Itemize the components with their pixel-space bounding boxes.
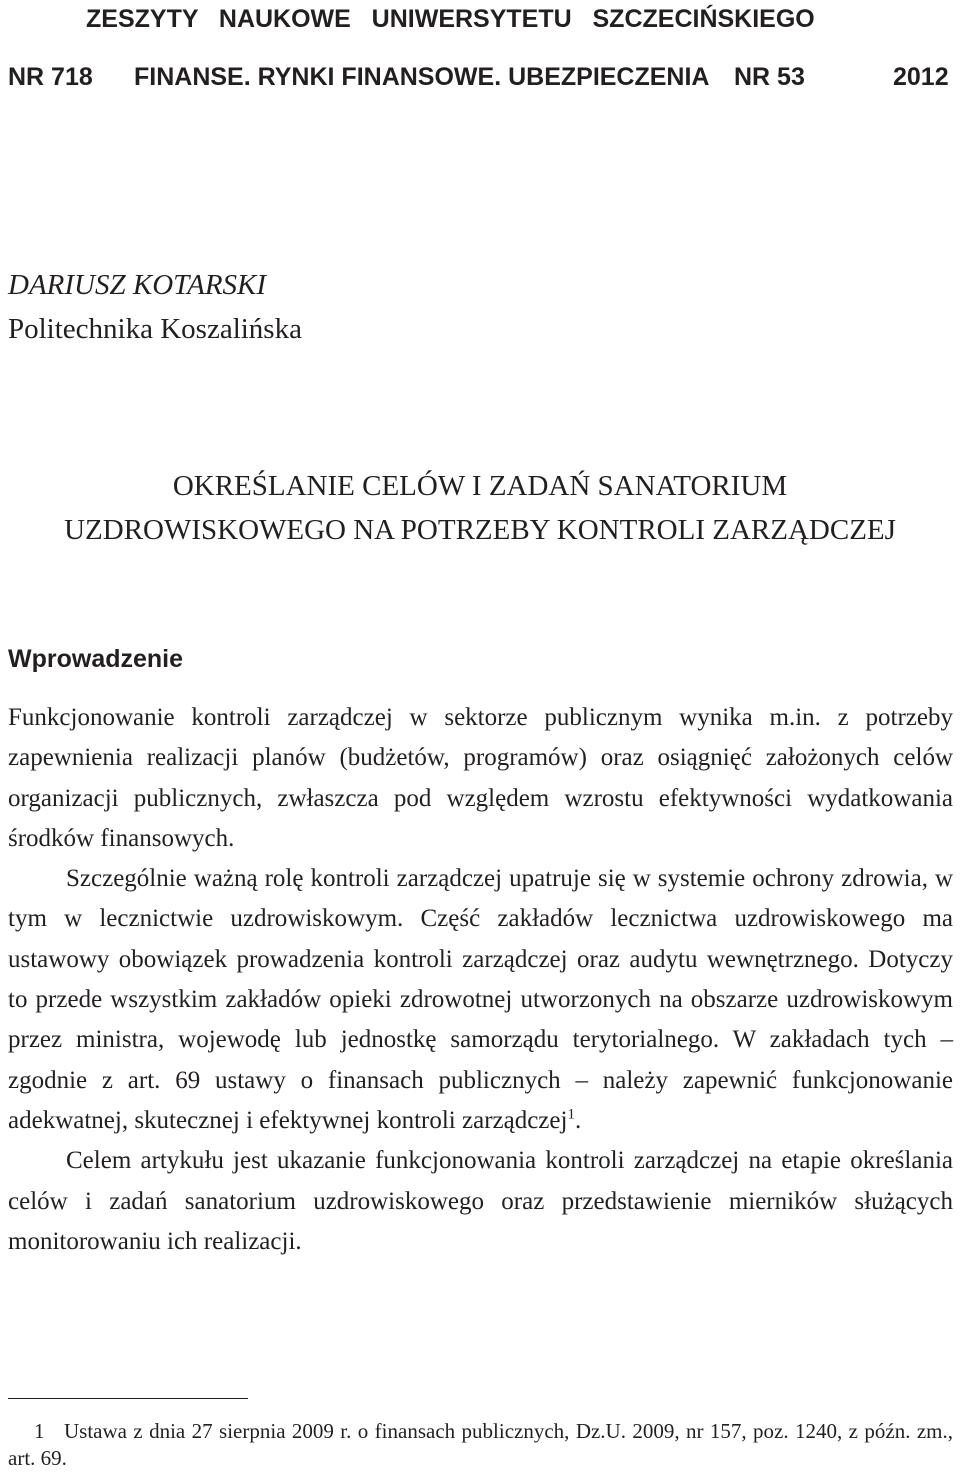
section-heading: Wprowadzenie [8, 645, 184, 673]
footnote-separator [8, 1398, 248, 1399]
footnote-text: Ustawa z dnia 27 sierpnia 2009 r. o finansach publicznych, Dz.U. 2009, nr 157, poz. 1240, z późn. zm., art. 69. [8, 1419, 953, 1470]
article-title-line-2: UZDROWISKOWEGO NA POTRZEBY KONTROLI ZARZĄDCZEJ [64, 514, 896, 546]
series-number: NR 53 [734, 63, 805, 91]
paragraph-2 [8, 859, 953, 1141]
journal-name: ZESZYTY NAUKOWE UNIWERSYTETU SZCZECIŃSKIEGO [86, 5, 815, 33]
series-name: FINANSE. RYNKI FINANSOWE. UBEZPIECZENIA [134, 63, 710, 91]
issue-number: NR 718 [8, 63, 93, 91]
paragraph-2-text: Szczególnie ważną rolę kontroli zarządczej upatruje się w systemie ochrony zdrowia, w tym w lecznictwie uzdrowiskowym. Część zakładów lecznictwa uzdrowiskowego ma ustawowy obowiązek prowadzenia kontroli zarządczej oraz audytu wewnętrznego. Dotyczy to przede wszystkim zakładów opieki zdrowotnej utworzonych na obszarze uzdrowiskowym przez ministra, wojewodę lub jednostkę samorządu terytorialnego. W zakładach tych – zgodnie z art. 69 ustawy o finansach publicznych – należy zapewnić funkcjonowanie adekwatnej, skutecznej i efektywnej kontroli zarządczej [8, 865, 953, 1134]
paragraph-1: Funkcjonowanie kontroli zarządczej w sektorze publicznym wynika m.in. z potrzeby zapewnienia realizacji planów (budżetów, programów) oraz osiągnięć założonych celów organizacji publicznych, zwłaszcza pod względem wzrostu efektywności wydatkowania środków finansowych. [8, 704, 953, 852]
footnote-number: 1 [34, 1419, 45, 1443]
article-body [8, 698, 953, 1262]
footnote [8, 1418, 953, 1472]
footnote-reference[interactable]: 1 [567, 1106, 575, 1123]
article-title-line-1: OKREŚLANIE CELÓW I ZADAŃ SANATORIUM [172, 470, 788, 502]
article-title [0, 464, 960, 552]
year: 2012 [893, 63, 949, 91]
author-name: DARIUSZ KOTARSKI [8, 269, 267, 301]
paragraph-2-end: . [574, 1106, 582, 1134]
paragraph-3: Celem artykułu jest ukazanie funkcjonowania kontroli zarządczej na etapie określania celów i zadań sanatorium uzdrowiskowego oraz przedstawienie mierników służących monitorowaniu ich realizacji. [8, 1147, 953, 1255]
author-affiliation: Politechnika Koszalińska [8, 313, 302, 345]
